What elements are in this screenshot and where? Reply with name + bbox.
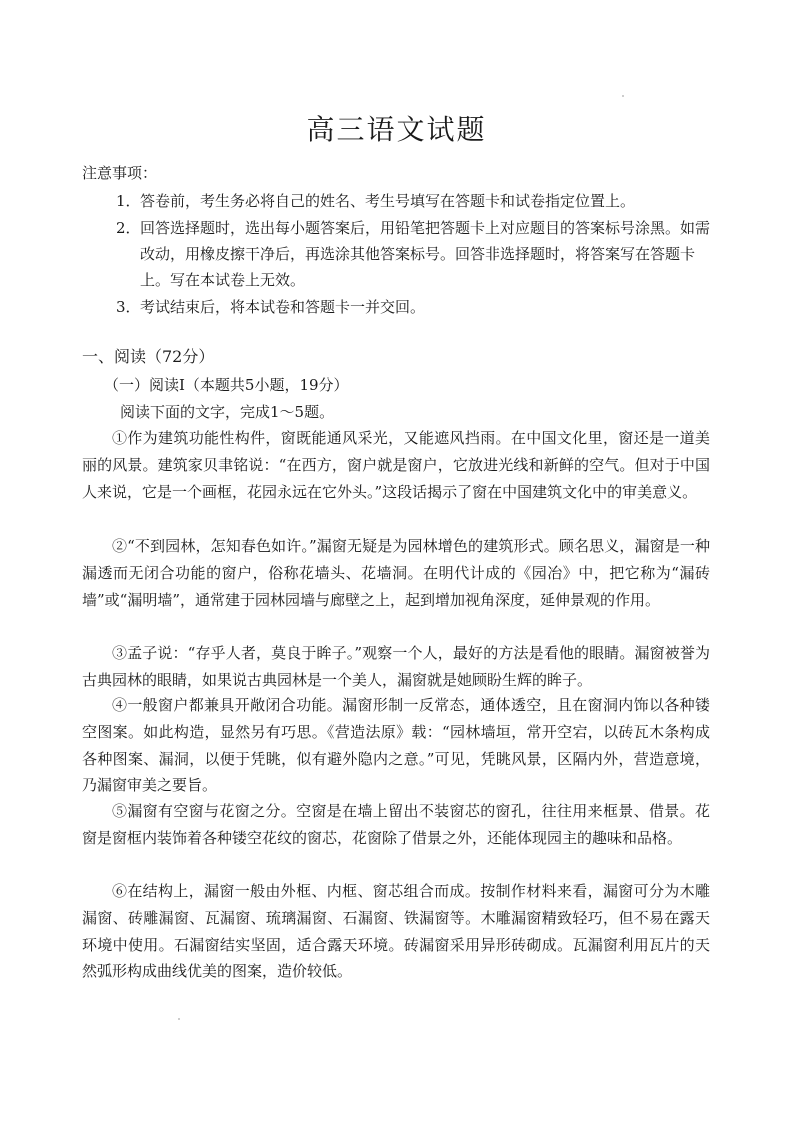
- scan-speck: [622, 95, 624, 97]
- reading-paragraph-5: ⑤漏窗有空窗与花窗之分。空窗是在墙上留出不装窗芯的窗孔，往往用来框景、借景。花窗是窗框内装饰着各种镂空花纹的窗芯，花窗除了借景之外，还能体现园主的趣味和品格。: [82, 802, 710, 847]
- reading-instruction: 阅读下面的文字，完成1～5题。: [120, 403, 335, 421]
- section-heading: 一、阅读（72分）: [82, 347, 215, 366]
- notice-item-text: 回答选择题时，选出每小题答案后，用铅笔把答题卡上对应题目的答案标号涂黑。如需改动，用橡皮擦干净后，再选涂其他答案标号。回答非选择题时，将答案写在答题卡上。写在本试卷上无效。: [140, 219, 711, 289]
- section-subheading: （一）阅读Ⅰ（本题共5小题，19分）: [104, 376, 349, 394]
- reading-paragraph-3: ③孟子说：“存乎人者，莫良于眸子。”观察一个人，最好的方法是看他的眼睛。漏窗被誉为古典园林的眼睛，如果说古典园林是一个美人，漏窗就是她顾盼生辉的眸子。: [82, 644, 710, 689]
- notice-item-text: 考试结束后，将本试卷和答题卡一并交回。: [140, 298, 426, 316]
- notice-item-1: [116, 188, 716, 214]
- notice-item-text: 答卷前，考生务必将自己的姓名、考生号填写在答题卡和试卷指定位置上。: [140, 192, 636, 210]
- notice-item-number: 3．: [116, 298, 141, 316]
- notice-heading: 注意事项：: [82, 164, 158, 182]
- notice-item-number: 1．: [116, 192, 141, 210]
- reading-paragraph-2: ②“不到园林，怎知春色如许。”漏窗无疑是为园林增色的建筑形式。顾名思义，漏窗是一种漏透而无闭合功能的窗户，俗称花墙头、花墙洞。在明代计成的《园冶》中，把它称为“漏砖墙”或“漏明墙”，通常建于园林园墙与廊壁之上，起到增加视角深度，延伸景观的作用。: [82, 537, 710, 609]
- notice-item-number: 2．: [116, 219, 141, 237]
- reading-paragraph-1: ①作为建筑功能性构件，窗既能通风采光，又能遮风挡雨。在中国文化里，窗还是一道美丽的风景。建筑家贝聿铭说：“在西方，窗户就是窗户，它放进光线和新鲜的空气。但对于中国人来说，它是一个画框，花园永远在它外头。”这段话揭示了窗在中国建筑文化中的审美意义。: [82, 429, 710, 501]
- reading-paragraph-4: ④一般窗户都兼具开敞闭合功能。漏窗形制一反常态，通体透空，且在窗洞内饰以各种镂空图案。如此构造，显然另有巧思。《营造法原》载：“园林墙垣，常开空宕，以砖瓦木条构成各种图案、漏洞，以便于凭眺，似有避外隐内之意。”可见，凭眺风景，区隔内外，营造意境，乃漏窗审美之要旨。: [82, 696, 710, 795]
- page-title: 高三语文试题: [306, 113, 487, 146]
- reading-paragraph-6: ⑥在结构上，漏窗一般由外框、内框、窗芯组合而成。按制作材料来看，漏窗可分为木雕漏窗、砖雕漏窗、瓦漏窗、琉璃漏窗、石漏窗、铁漏窗等。木雕漏窗精致轻巧，但不易在露天环境中使用。石漏窗结实坚固，适合露天环境。砖漏窗采用异形砖砌成。瓦漏窗利用瓦片的天然弧形构成曲线优美的图案，造价较低。: [82, 882, 710, 981]
- scan-speck: [178, 1018, 180, 1020]
- notice-item-3: [116, 294, 716, 320]
- notice-item-2: [116, 215, 716, 293]
